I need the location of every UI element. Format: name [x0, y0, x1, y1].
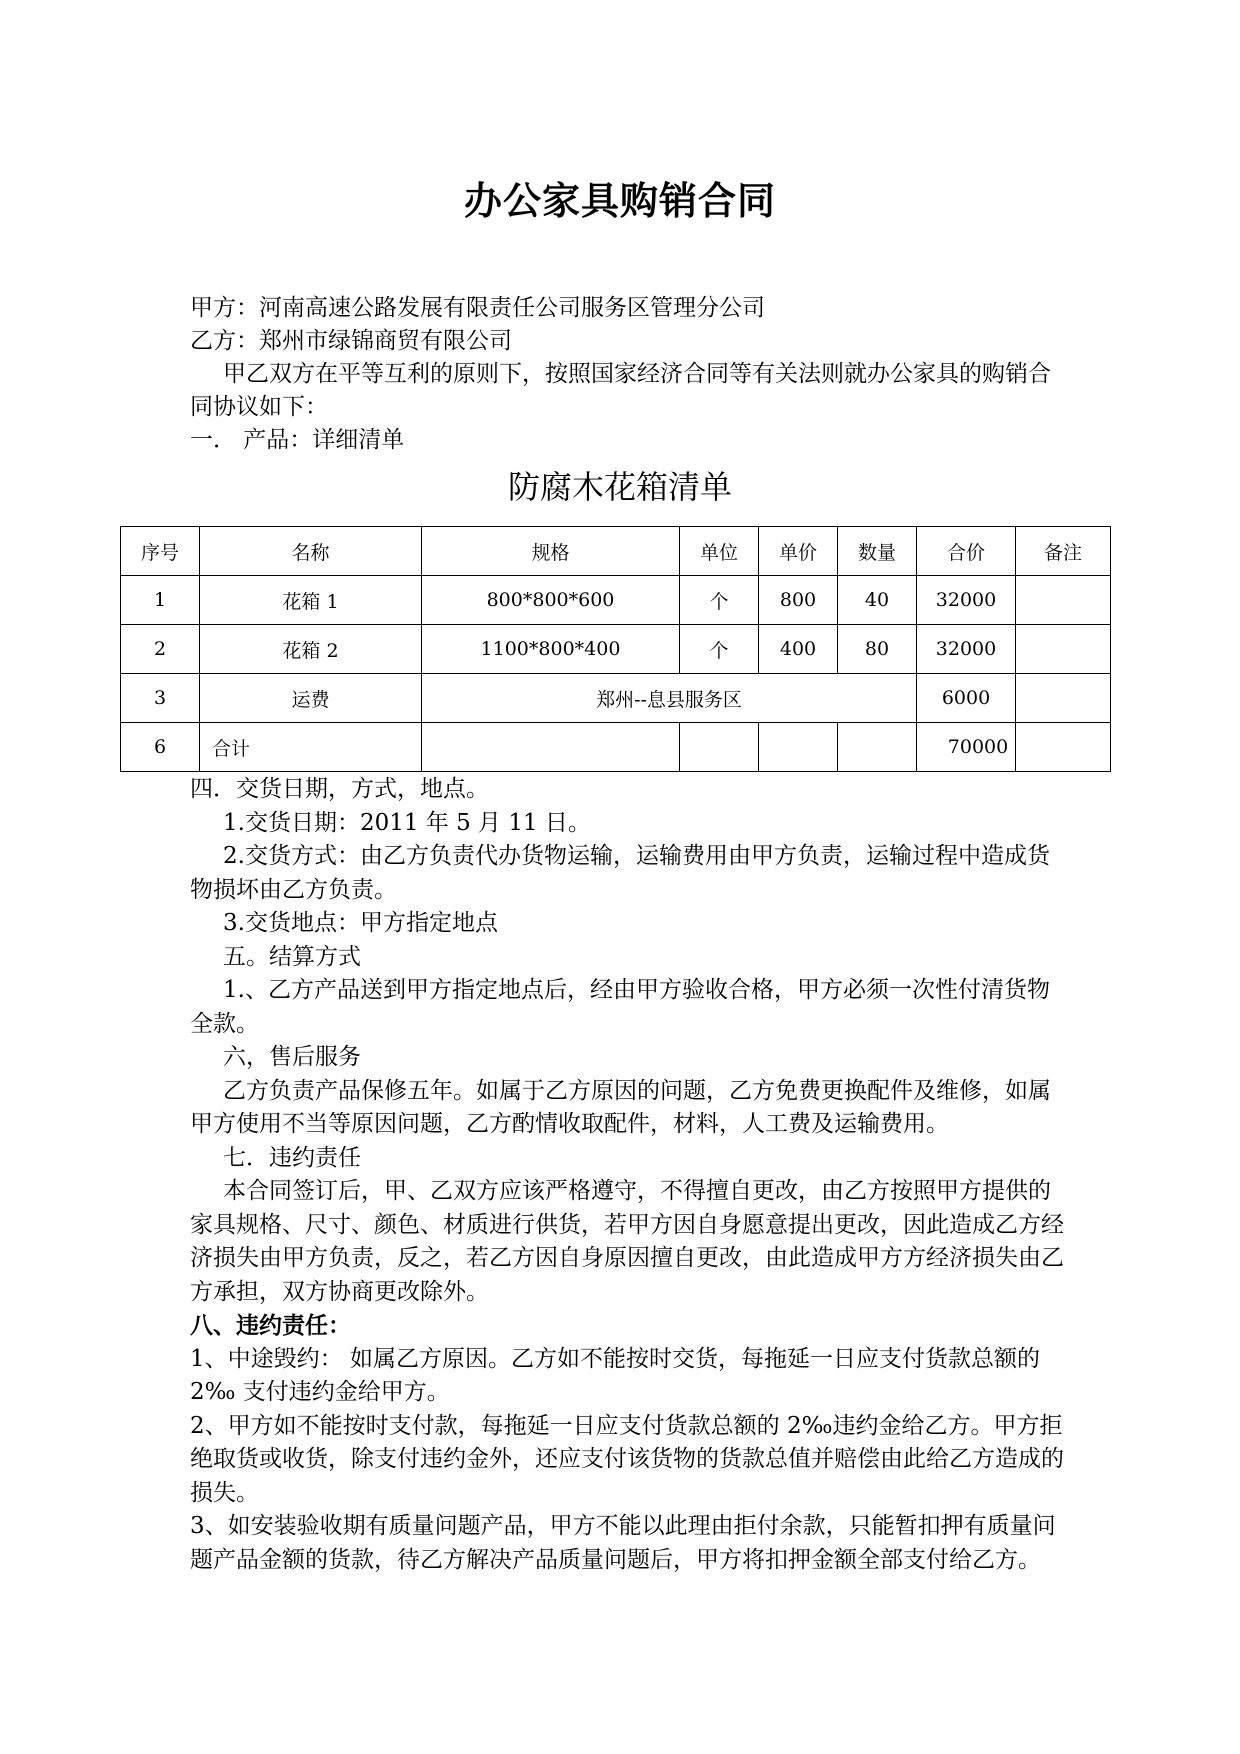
delivery-method: 2.交货方式：由乙方负责代办货物运输，运输费用由甲方负责，运输过程中造成货物损坏由乙方负责。 — [190, 843, 1050, 903]
cell-qty: 80 — [838, 625, 917, 674]
settlement-clause: 1.、乙方产品送到甲方指定地点后，经由甲方验收合格，甲方必须一次性付清货物全款。 — [190, 977, 1050, 1037]
party-b: 乙方：郑州市绿锦商贸有限公司 — [190, 328, 512, 354]
liability-clause: 本合同签订后，甲、乙双方应该严格遵守，不得擅自更改，由乙方按照甲方提供的家具规格、尺寸、颜色、材质进行供货，若甲方因自身愿意提出更改，因此造成乙方经济损失由甲方负责，反之，若乙方因自身原因擅自更改，由此造成甲方方经济损失由乙方承担，双方协商更改除外。 — [190, 1178, 1064, 1305]
cell-total: 32000 — [917, 576, 1016, 625]
contract-body — [190, 773, 1070, 1577]
breach-clause-2: 2、甲方如不能按时支付款，每拖延一日应支付货款总额的 2‰违约金给乙方。甲方拒绝取货或收货，除支付违约金外，还应支付该货物的货款总值并赔偿由此给乙方造成的损失。 — [190, 1412, 1064, 1506]
section-liability-heading: 七．违约责任 — [223, 1144, 361, 1171]
header-note: 备注 — [1016, 527, 1111, 576]
table-row — [121, 625, 1111, 674]
cell-name: 合计 — [200, 723, 422, 772]
cell-note — [1016, 674, 1111, 723]
cell-note — [1016, 625, 1111, 674]
cell-note — [1016, 723, 1111, 772]
header-no: 序号 — [121, 527, 200, 576]
section-settlement-heading: 五。结算方式 — [223, 943, 361, 970]
header-qty: 数量 — [838, 527, 917, 576]
table-total-row — [121, 723, 1111, 772]
cell-spec: 1100*800*400 — [422, 625, 680, 674]
table-row — [121, 576, 1111, 625]
cell-note — [1016, 576, 1111, 625]
preamble: 甲乙双方在平等互利的原则下，按照国家经济合同等有关法则就办公家具的购销合同协议如下： — [190, 361, 1051, 420]
cell-route: 郑州--息县服务区 — [422, 674, 917, 723]
cell-unit: 个 — [680, 625, 759, 674]
cell-price — [759, 723, 838, 772]
section-service-heading: 六，售后服务 — [223, 1044, 361, 1070]
cell-total: 6000 — [917, 674, 1016, 723]
table-header-row — [121, 527, 1111, 576]
table-row — [121, 674, 1111, 723]
breach-clause-3: 3、如安装验收期有质量问题产品，甲方不能以此理由拒付余款，只能暂扣押有质量问题产品金额的货款，待乙方解决产品质量问题后，甲方将扣押金额全部支付给乙方。 — [190, 1513, 1056, 1573]
service-clause: 乙方负责产品保修五年。如属于乙方原因的问题，乙方免费更换配件及维修，如属甲方使用不当等原因问题，乙方酌情收取配件，材料，人工费及运输费用。 — [190, 1077, 1051, 1137]
cell-name: 运费 — [200, 674, 422, 723]
header-spec: 规格 — [422, 527, 680, 576]
header-total: 合价 — [917, 527, 1016, 576]
cell-qty: 40 — [838, 576, 917, 625]
cell-unit: 个 — [680, 576, 759, 625]
cell-total: 70000 — [917, 723, 1016, 772]
cell-spec: 800*800*600 — [422, 576, 680, 625]
section-breach-heading: 八、违约责任： — [190, 1312, 351, 1339]
cell-total: 32000 — [917, 625, 1016, 674]
section-delivery-heading: 四．交货日期，方式，地点。 — [190, 776, 489, 802]
cell-qty — [838, 723, 917, 772]
cell-price: 800 — [759, 576, 838, 625]
header-unit: 单位 — [680, 527, 759, 576]
cell-no: 3 — [121, 674, 200, 723]
document-title: 办公家具购销合同 — [463, 179, 776, 223]
cell-no: 1 — [121, 576, 200, 625]
party-a: 甲方：河南高速公路发展有限责任公司服务区管理分公司 — [190, 295, 765, 321]
cell-no: 6 — [121, 723, 200, 772]
header-name: 名称 — [200, 527, 422, 576]
cell-no: 2 — [121, 625, 200, 674]
cell-price: 400 — [759, 625, 838, 674]
cell-name: 花箱 2 — [200, 625, 422, 674]
header-price: 单价 — [759, 527, 838, 576]
breach-clause-1: 1、中途毁约： 如属乙方原因。乙方如不能按时交货，每拖延一日应支付货款总额的 2‰ 支付违约金给甲方。 — [190, 1345, 1040, 1405]
product-table — [120, 526, 1111, 772]
table-title: 防腐木花箱清单 — [507, 468, 732, 506]
cell-name: 花箱 1 — [200, 576, 422, 625]
contract-intro — [190, 292, 1070, 457]
section-product-heading: 一． 产品：详细清单 — [190, 427, 405, 453]
delivery-date: 1.交货日期：2011 年 5 月 11 日。 — [223, 809, 591, 836]
cell-spec — [422, 723, 680, 772]
cell-unit — [680, 723, 759, 772]
delivery-location: 3.交货地点：甲方指定地点 — [223, 910, 498, 936]
